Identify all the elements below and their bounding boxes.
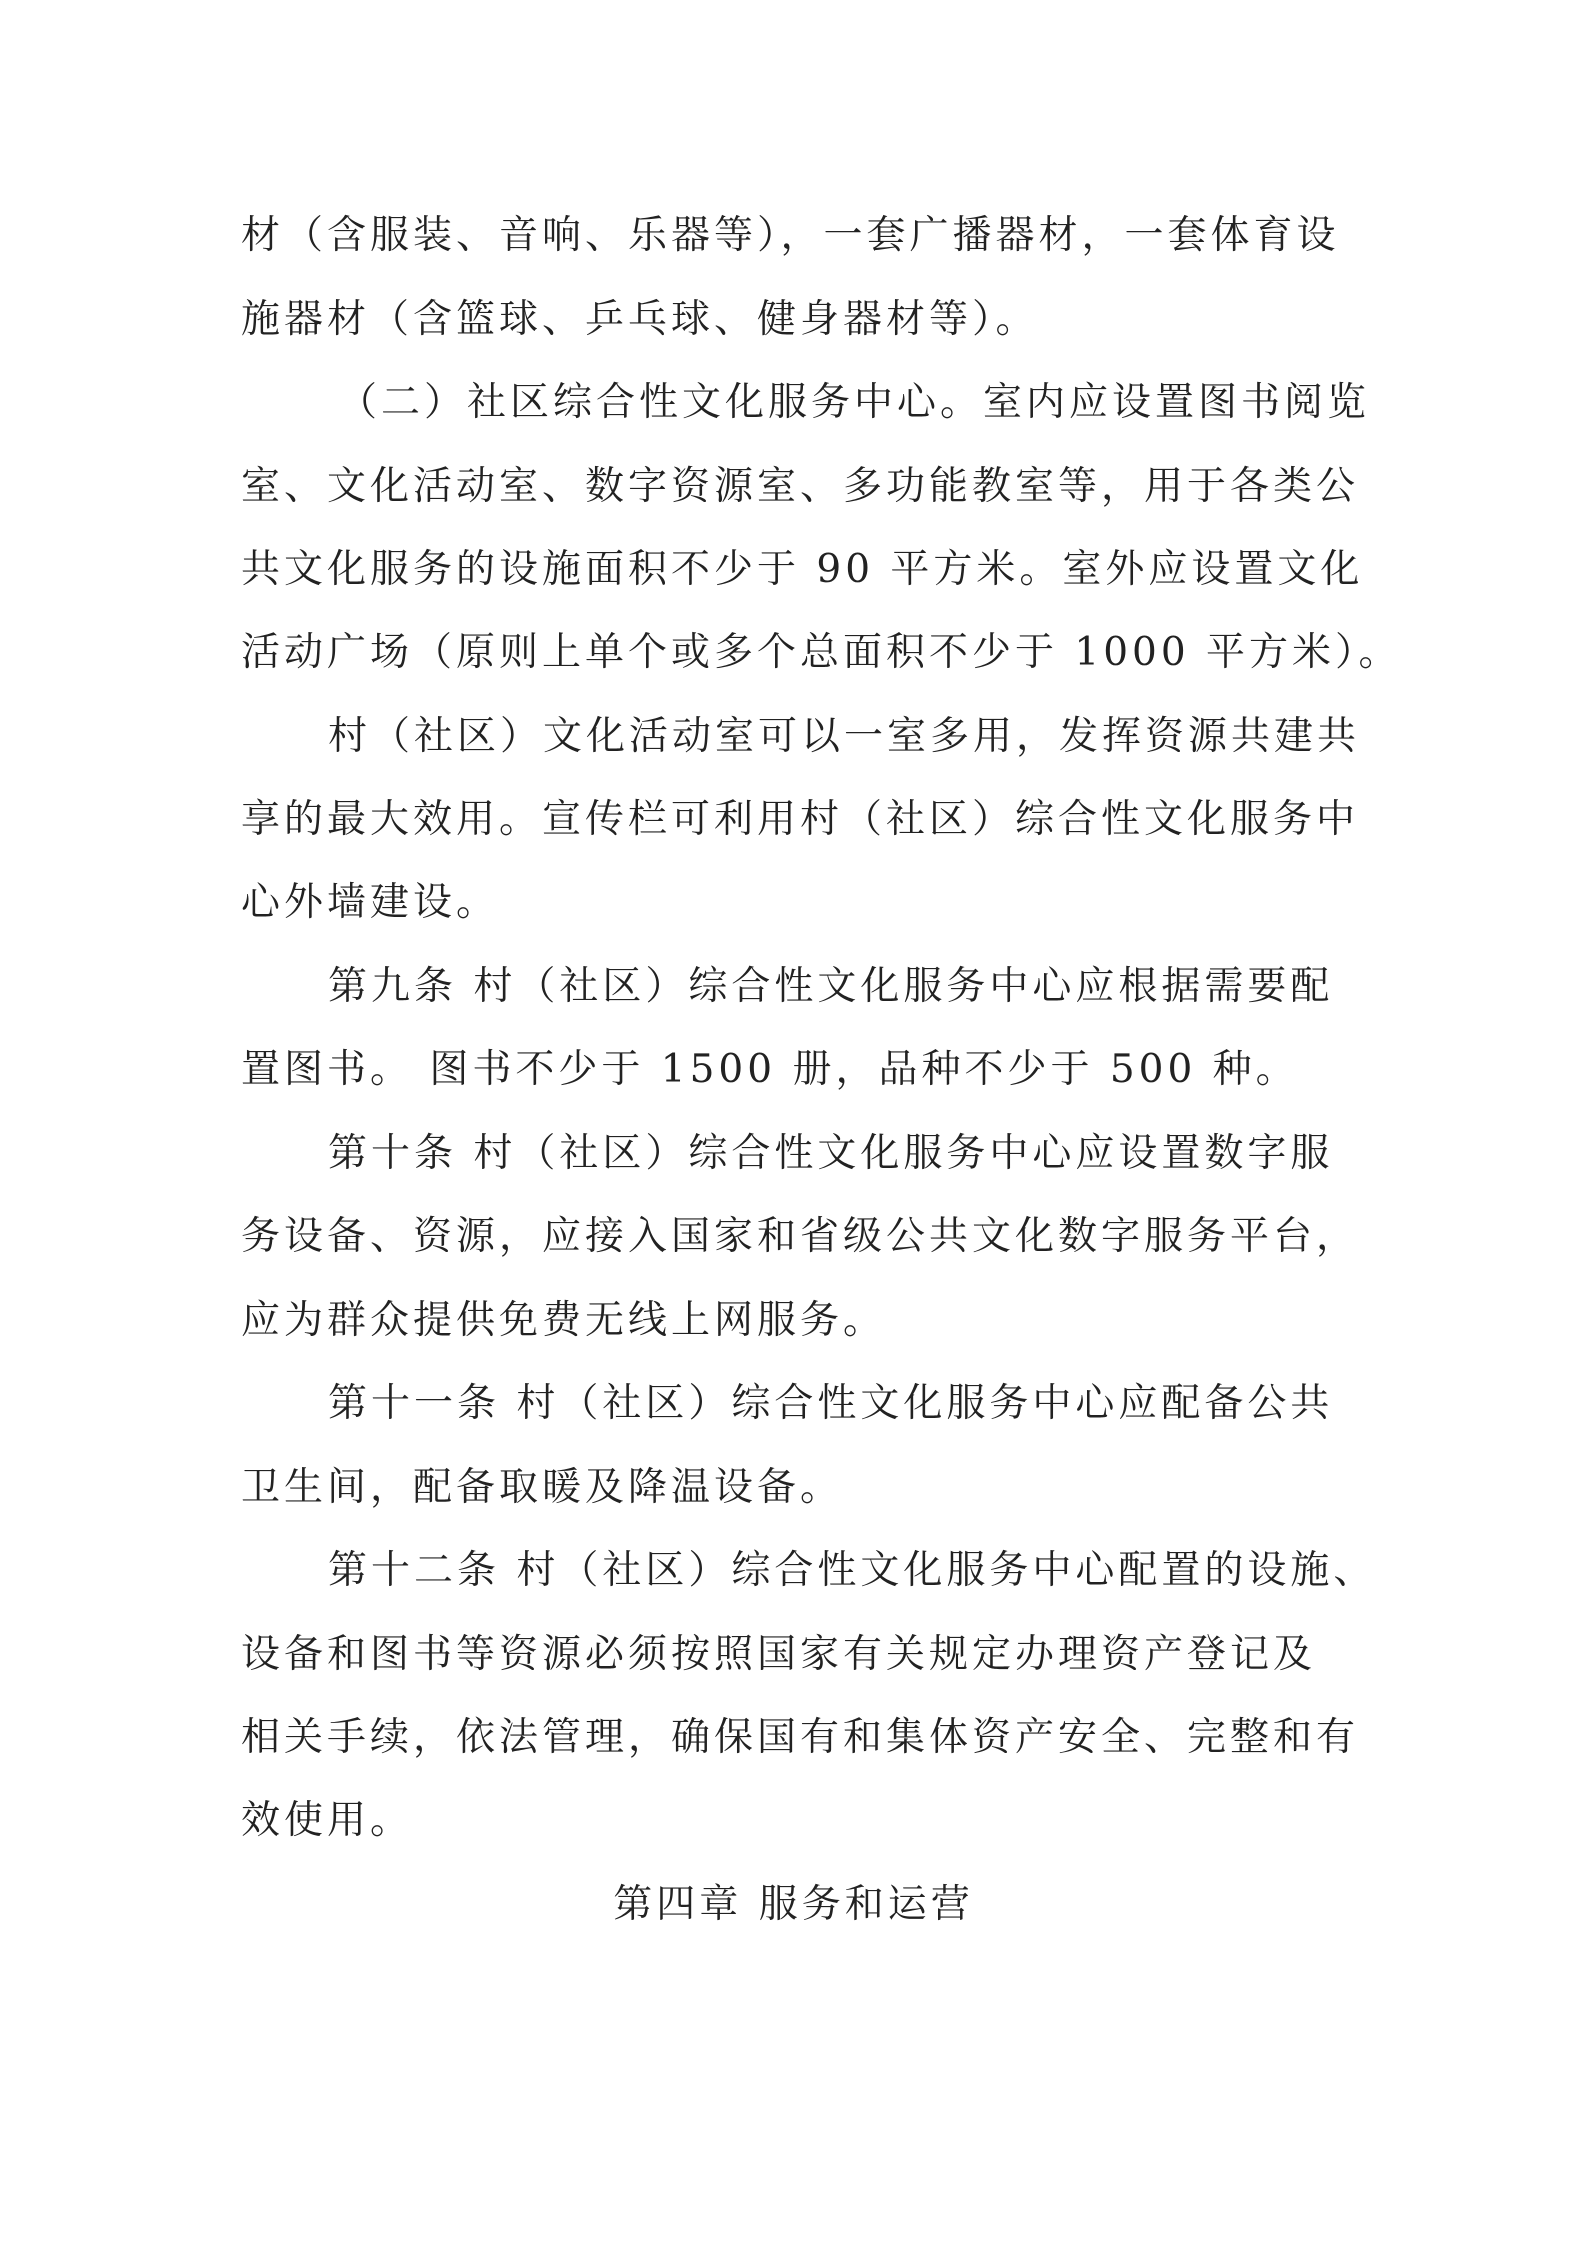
paragraph-line: 共文化服务的设施面积不少于 90 平方米。室外应设置文化 — [241, 547, 1364, 592]
chapter-title: 第四章 服务和运营 — [613, 1882, 974, 1927]
paragraph-line: 活动广场（原则上单个或多个总面积不少于 1000 平方米）。 — [241, 630, 1402, 675]
paragraph-line: 卫生间，配备取暖及降温设备。 — [241, 1465, 844, 1510]
paragraph-line: 室、文化活动室、数字资源室、多功能教室等，用于各类公 — [241, 464, 1360, 509]
article-line: 第十一条 村（社区）综合性文化服务中心应配备公共 — [328, 1381, 1334, 1426]
paragraph-line: 享的最大效用。宣传栏可利用村（社区）综合性文化服务中 — [241, 797, 1360, 842]
paragraph-line: 相关手续，依法管理，确保国有和集体资产安全、完整和有 — [241, 1715, 1360, 1760]
paragraph-line: 置图书。 图书不少于 1500 册，品种不少于 500 种。 — [241, 1047, 1299, 1092]
paragraph-line: 施器材（含篮球、乒乓球、健身器材等）。 — [241, 297, 1039, 342]
paragraph-line: （二）社区综合性文化服务中心。室内应设置图书阅览 — [338, 380, 1371, 425]
paragraph-line: 材（含服装、音响、乐器等），一套广播器材，一套体育设 — [241, 213, 1340, 258]
paragraph-line: 务设备、资源，应接入国家和省级公共文化数字服务平台， — [241, 1214, 1360, 1259]
paragraph-line: 设备和图书等资源必须按照国家有关规定办理资产登记及 — [241, 1632, 1317, 1677]
paragraph-line: 村（社区）文化活动室可以一室多用，发挥资源共建共 — [328, 714, 1361, 759]
article-line: 第十条 村（社区）综合性文化服务中心应设置数字服 — [328, 1131, 1334, 1176]
paragraph-line: 应为群众提供免费无线上网服务。 — [241, 1298, 887, 1343]
paragraph-line: 心外墙建设。 — [241, 880, 500, 925]
paragraph-line: 效使用。 — [241, 1798, 414, 1843]
article-line: 第十二条 村（社区）综合性文化服务中心配置的设施、 — [328, 1548, 1377, 1593]
article-line: 第九条 村（社区）综合性文化服务中心应根据需要配 — [328, 964, 1334, 1009]
